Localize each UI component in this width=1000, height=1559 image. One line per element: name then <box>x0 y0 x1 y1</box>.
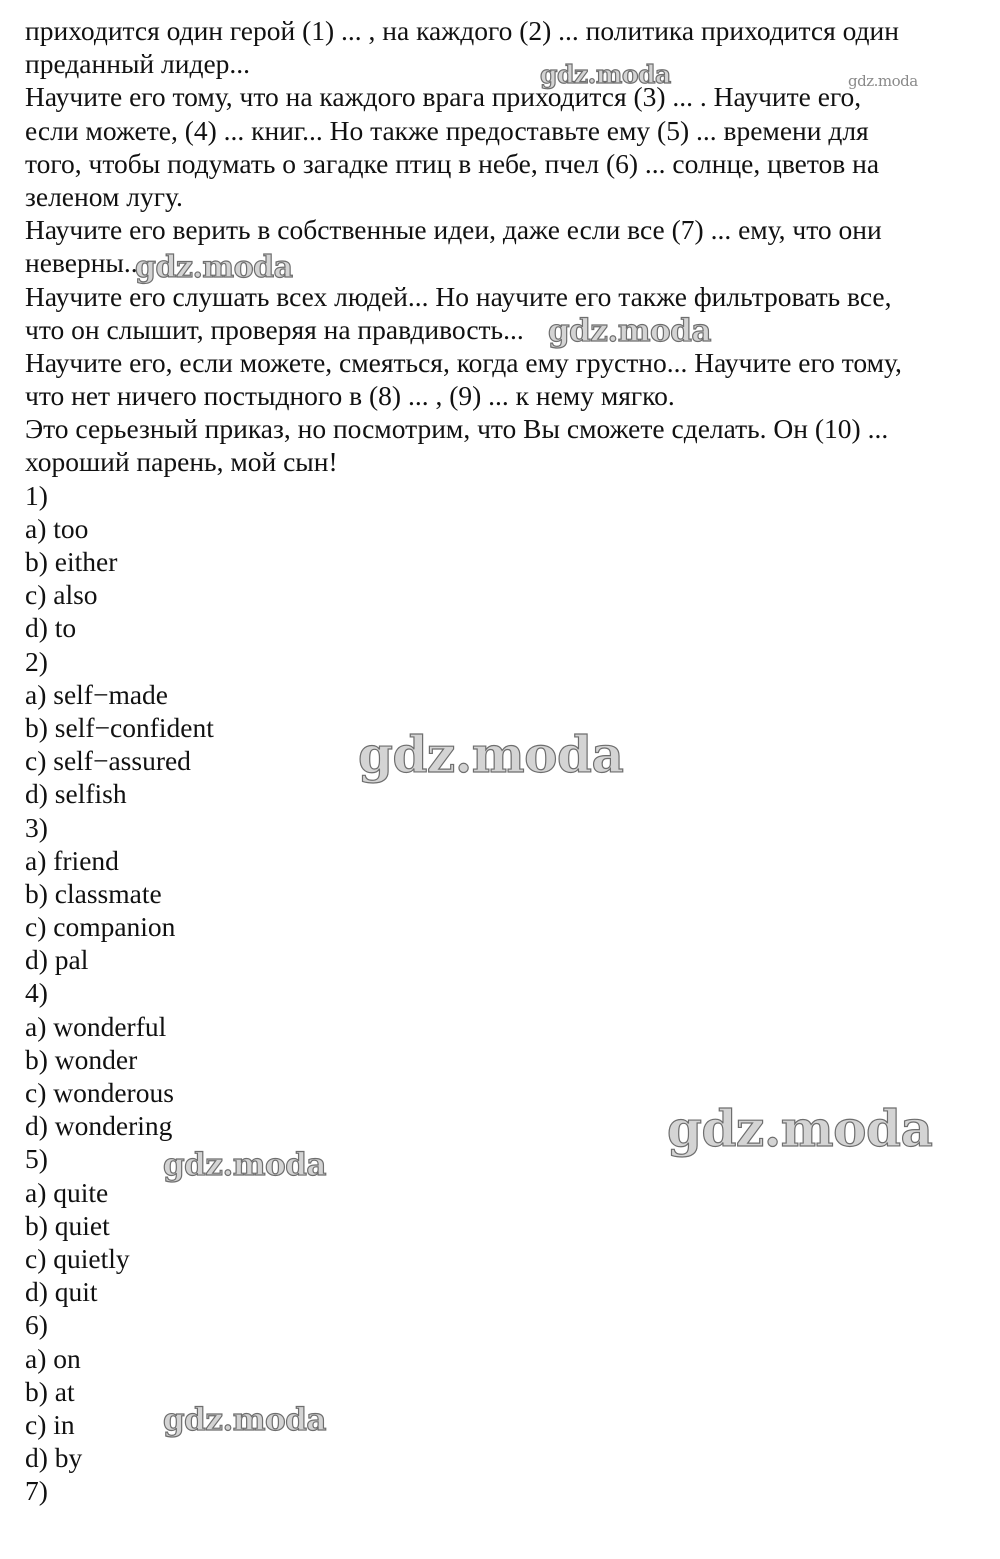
answer-option: a) quite <box>25 1176 109 1208</box>
document-body <box>25 14 990 1507</box>
watermark: gdz.moda <box>548 313 711 349</box>
text-line: того, чтобы подумать о загадке птиц в небе, пчел (6) ... солнце, цветов на <box>25 147 880 179</box>
question-number: 5) <box>25 1143 48 1175</box>
question-number: 2) <box>25 645 48 677</box>
answer-option: d) quit <box>25 1276 98 1308</box>
text-line: Научите его верить в собственные идеи, даже если все (7) ... ему, что они <box>25 214 882 246</box>
answer-option: b) either <box>25 546 118 577</box>
text-line: Научите его, если можете, смеяться, когда ему грустно... Научите его тому, <box>25 346 902 378</box>
answer-option: c) self−assured <box>25 745 191 777</box>
answer-option: c) wonderous <box>25 1077 174 1108</box>
text-line: что нет ничего постыдного в (8) ... , (9) ... к нему мягко. <box>25 380 675 412</box>
text-line: что он слышит, проверяя на правдивость... <box>25 313 524 345</box>
question-number: 3) <box>25 811 48 843</box>
watermark: gdz.moda <box>163 1402 326 1438</box>
watermark: gdz.moda <box>848 72 918 90</box>
answer-option: d) by <box>25 1442 83 1474</box>
watermark: gdz.moda <box>667 1099 933 1158</box>
answer-option: b) self−confident <box>25 711 214 743</box>
text-line: если можете, (4) ... книг... Но также предоставьте ему (5) ... времени для <box>25 114 869 146</box>
text-line: неверны... <box>25 247 145 279</box>
text-line: преданный лидер... <box>25 48 251 80</box>
answer-option: a) self−made <box>25 678 169 710</box>
question-number: 4) <box>25 977 48 1009</box>
answer-option: d) to <box>25 612 77 644</box>
answer-option: b) quiet <box>25 1209 110 1241</box>
answer-option: a) wonderful <box>25 1010 167 1042</box>
answer-option: b) at <box>25 1375 75 1407</box>
answer-option: c) companion <box>25 911 176 943</box>
watermark: gdz.moda <box>358 725 624 784</box>
answer-option: d) wondering <box>25 1110 173 1142</box>
text-line: приходится один герой (1) ... , на каждого (2) ... политика приходится один <box>25 15 899 46</box>
answer-option: d) pal <box>25 944 89 976</box>
watermark: gdz.moda <box>540 60 671 89</box>
question-number: 6) <box>25 1309 48 1341</box>
watermark: gdz.moda <box>135 250 293 285</box>
answer-option: c) also <box>25 579 98 611</box>
answer-option: b) classmate <box>25 877 162 909</box>
text-line: зеленом лугу. <box>25 180 183 212</box>
answer-option: d) selfish <box>25 778 127 810</box>
answer-option: c) quietly <box>25 1242 130 1274</box>
text-line: хороший парень, мой сын! <box>25 446 338 478</box>
answer-option: c) in <box>25 1408 75 1440</box>
text-line: Научите его слушать всех людей... Но научите его также фильтровать все, <box>25 280 892 312</box>
text-line: Научите его тому, что на каждого врага приходится (3) ... . Научите его, <box>25 81 862 113</box>
text-line: Это серьезный приказ, но посмотрим, что Вы сможете сделать. Он (10) ... <box>25 413 889 445</box>
answer-option: a) friend <box>25 844 119 876</box>
answer-option: a) on <box>25 1342 81 1374</box>
watermark: gdz.moda <box>163 1147 326 1183</box>
answer-option: a) too <box>25 512 89 544</box>
answer-option: b) wonder <box>25 1043 138 1075</box>
question-number: 7) <box>25 1475 48 1507</box>
question-number: 1) <box>25 479 48 511</box>
